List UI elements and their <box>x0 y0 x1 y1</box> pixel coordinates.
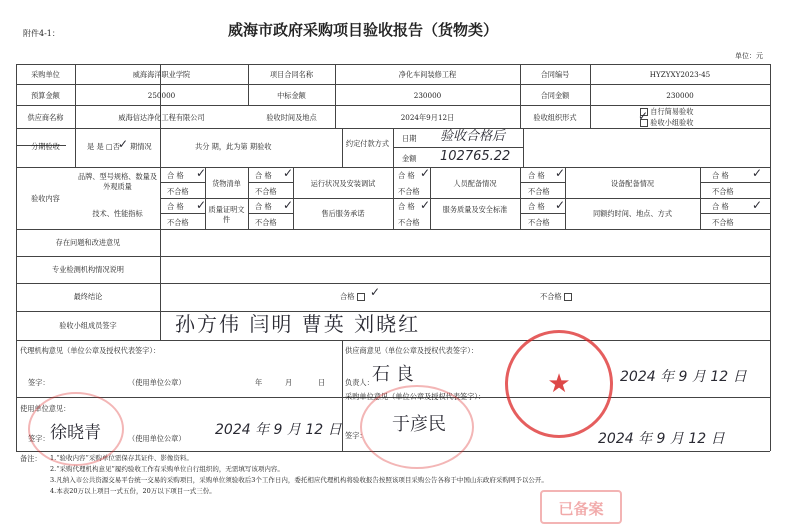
notes-label: 备注： <box>20 454 42 463</box>
quality-pass[interactable]: 合 格 <box>255 202 272 211</box>
payment-date-handwriting: 验收合格后 <box>440 129 506 144</box>
annex-label: 附件4-1： <box>23 29 60 38</box>
unit-label: 单位：元 <box>735 52 763 60</box>
check-mark-icon: ✓ <box>118 137 129 151</box>
supplier-value: 威海信达净化工程有限公司 <box>118 113 205 122</box>
item-staff: 人员配备情况 <box>453 179 497 188</box>
item-spec: 品牌、型号规格、数量及外观质量 <box>77 172 158 192</box>
checkbox-conclusion-pass[interactable] <box>357 293 365 301</box>
agency-opinion-label: 代理机构意见（单位公章及授权代表签字）： <box>20 346 161 355</box>
tech-fail[interactable]: 不合格 <box>167 218 189 227</box>
item-service: 服务质量及安全标准 <box>442 205 508 214</box>
conclusion-pass[interactable]: 合格 <box>340 293 365 301</box>
packing-fail[interactable]: 不合格 <box>255 187 277 196</box>
contract-no-label: 合同编号 <box>540 70 570 79</box>
check-mark-icon: ✓ <box>752 166 763 180</box>
check-mark-icon: ✓ <box>283 198 294 212</box>
user-sign-label: 签字： <box>28 434 50 443</box>
bid-amount-value: 230000 <box>413 91 442 100</box>
date-label: 日期 <box>402 134 417 143</box>
item-operation: 运行状况及安装调试 <box>310 179 376 188</box>
conclusion-label: 最终结论 <box>73 292 103 301</box>
signers-handwriting: 孙方伟 闫明 曹英 刘晓红 <box>175 312 421 336</box>
installment-yes-no: 是 是 □否 <box>87 142 120 151</box>
payment-label: 约定付款方式 <box>345 139 390 148</box>
equipment-pass[interactable]: 合 格 <box>712 171 729 180</box>
sync-pass[interactable]: 合 格 <box>712 202 729 211</box>
agency-day: 日 <box>318 378 326 387</box>
accept-time-value: 2024年9月12日 <box>400 113 455 122</box>
supplier-date-handwriting: 2024 年 9 月 12 日 <box>620 369 747 385</box>
checkbox-conclusion-fail[interactable] <box>564 293 572 301</box>
spec-pass[interactable]: 合 格 <box>167 171 184 180</box>
filed-stamp: 已备案 <box>540 490 622 524</box>
item-equipment: 设备配备情况 <box>610 179 655 188</box>
note-2: 2.“采购代理机构意见”履约验收工作有采购单位自行组织的，无需填写该项内容。 <box>50 465 284 473</box>
check-mark-icon: ✓ <box>555 198 566 212</box>
issues-label: 存在问题和改进意见 <box>55 238 121 247</box>
operation-fail[interactable]: 不合格 <box>398 187 420 196</box>
school-seal-2 <box>360 385 474 469</box>
item-quality-doc: 质量证明文件 <box>208 205 245 225</box>
page-title: 威海市政府采购项目验收报告（货物类） <box>228 21 499 39</box>
check-mark-icon: ✓ <box>752 198 763 212</box>
conclusion-fail[interactable]: 不合格 <box>540 293 572 301</box>
star-icon: ★ <box>547 369 571 399</box>
packing-pass[interactable]: 合 格 <box>255 171 272 180</box>
operation-pass[interactable]: 合 格 <box>398 171 415 180</box>
payment-amount-handwriting: 102765.22 <box>440 149 511 164</box>
purchaser-value: 威海海洋职业学院 <box>132 70 191 79</box>
responsible-signature: 石 良 <box>372 364 414 385</box>
quality-fail[interactable]: 不合格 <box>255 218 277 227</box>
tech-pass[interactable]: 合 格 <box>167 202 184 211</box>
user-signature: 徐晓青 <box>50 423 101 443</box>
check-mark-icon: ✓ <box>370 285 381 299</box>
check-mark-icon: ✓ <box>420 198 431 212</box>
project-name-value: 净化车间装修工程 <box>398 70 457 79</box>
check-mark-icon: ✓ <box>283 166 294 180</box>
supplier-opinion-label: 供应商意见（单位公章及授权代表签字）： <box>345 346 478 355</box>
company-seal <box>505 330 613 438</box>
user-date-handwriting: 2024 年 9 月 12 日 <box>215 422 342 438</box>
user-org-label: 使用单位意见： <box>20 404 71 413</box>
check-mark-icon: ✓ <box>638 109 649 123</box>
responsible-label: 负责人： <box>345 378 374 387</box>
item-packing: 货物清单 <box>212 179 241 188</box>
installment-label: 分期验收 <box>31 142 60 151</box>
contract-amount-value: 230000 <box>666 91 694 100</box>
form-group-option[interactable]: 验收小组验收 <box>640 119 693 127</box>
item-after-sales: 售后服务承诺 <box>321 209 365 218</box>
bid-amount-label: 中标金额 <box>277 91 306 100</box>
budget-label: 预算金额 <box>31 91 60 100</box>
budget-value: 250000 <box>147 91 176 100</box>
agency-year: 年 <box>255 378 263 387</box>
school-seal <box>28 392 124 466</box>
form-simple-option[interactable]: 自行简易验收 <box>640 108 693 116</box>
equipment-fail[interactable]: 不合格 <box>712 187 734 196</box>
note-1: 1.“验收内容”采购单位需保存其证件、影像资料。 <box>50 454 193 462</box>
purchaser-date-handwriting: 2024 年 9 月 12 日 <box>598 431 725 447</box>
service-pass[interactable]: 合 格 <box>528 202 545 211</box>
accept-form-label: 验收组织形式 <box>533 113 577 122</box>
note-4: 4.本表20万以上项目一式五份，20万以下项目一式三份。 <box>50 487 216 495</box>
agency-month: 月 <box>285 378 293 387</box>
amount-label: 金额 <box>402 154 417 163</box>
agency-seal-label: （使用单位公章） <box>128 378 186 387</box>
purchaser-label: 采购单位 <box>31 70 60 79</box>
staff-pass[interactable]: 合 格 <box>528 171 545 180</box>
signers-label: 验收小组成员签字 <box>59 321 117 330</box>
purchaser-signature: 于彦民 <box>392 414 446 435</box>
after-sales-fail[interactable]: 不合格 <box>398 218 420 227</box>
supplier-label: 供应商名称 <box>27 113 64 122</box>
project-name-label: 项目合同名称 <box>269 70 314 79</box>
inspection-label: 专业检测机构情况说明 <box>52 265 124 274</box>
accept-time-label: 验收时间及地点 <box>266 113 317 122</box>
after-sales-pass[interactable]: 合 格 <box>398 202 415 211</box>
acceptance-label: 验收内容 <box>31 194 60 203</box>
item-tech: 技术、性能指标 <box>92 209 143 218</box>
note-3: 3.凡纳入市公共资源交易平台统一交易的采购项目，采购单位须验收后3个工作日内，委托相应代理机构将验收报告按照该项目采购公告各称于中国山东政府采购网予以公开。 <box>50 476 548 484</box>
installment-total: 共分 期，此为第 期验收 <box>195 142 272 151</box>
contract-amount-label: 合同金额 <box>540 91 570 100</box>
item-sync: 同额约时间、地点、方式 <box>592 209 673 218</box>
purchaser-opinion-label: 采购单位意见（单位公章及授权代表签字）： <box>345 392 486 401</box>
check-mark-icon: ✓ <box>555 166 566 180</box>
check-mark-icon: ✓ <box>420 166 431 180</box>
service-fail[interactable]: 不合格 <box>528 218 550 227</box>
contract-no-value: HYZYXY2023-45 <box>649 70 711 79</box>
user-seal-label: （使用单位公章） <box>128 434 186 443</box>
check-mark-icon: ✓ <box>196 166 207 180</box>
installment-status: 期情况 <box>130 142 152 151</box>
purchaser-sign-label: 签字： <box>345 431 367 440</box>
staff-fail[interactable]: 不合格 <box>528 187 550 196</box>
agency-sign-label: 签字： <box>28 378 50 387</box>
spec-fail[interactable]: 不合格 <box>167 187 189 196</box>
sync-fail[interactable]: 不合格 <box>712 218 734 227</box>
check-mark-icon: ✓ <box>196 198 207 212</box>
